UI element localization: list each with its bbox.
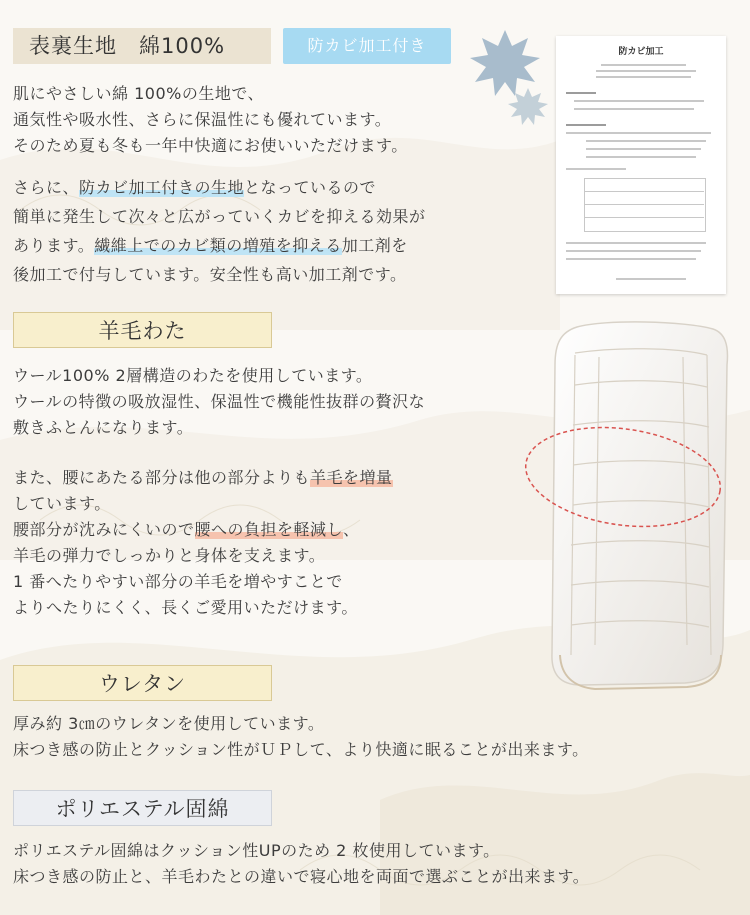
urethane-description: [13, 711, 589, 763]
anti-mold-description: [13, 173, 426, 289]
wool-description: [13, 363, 425, 441]
certificate-title: 防カビ加工: [618, 47, 664, 57]
text-line: しています。: [13, 494, 111, 513]
text-line: 肌にやさしい綿 100%の生地で、: [13, 84, 265, 103]
text-line: 羊毛の弾力でしっかりと身体を支えます。: [13, 546, 326, 565]
text-line: 床つき感の防止と、羊毛わたとの違いで寝心地を両面で選ぶことが出来ます。: [13, 867, 590, 886]
text-line: よりへたりにくく、長くご愛用いただけます。: [13, 598, 358, 617]
text-line: 1 番へたりやすい部分の羊毛を増やすことで: [13, 572, 343, 591]
highlight-text: 腰への負担を軽減し: [194, 520, 344, 539]
text-segment: また、腰にあたる部分は他の部分よりも: [13, 468, 311, 487]
anti-mold-certificate-image: [556, 36, 726, 294]
wool-waist-description: [13, 465, 393, 621]
text-segment: 腰部分が沈みにくいので: [13, 520, 195, 539]
highlight-text: 防カビ加工付きの生地: [79, 178, 245, 197]
text-line: 床つき感の防止とクッション性がＵＰして、より快適に眠ることが出来ます。: [13, 740, 589, 759]
urethane-heading: ウレタン: [13, 665, 272, 701]
futon-mattress-image: [515, 315, 740, 700]
text-line: 通気性や吸水性、さらに保温性にも優れています。: [13, 110, 392, 129]
polyester-heading: ポリエステル固綿: [13, 790, 272, 826]
text-segment: 、: [343, 520, 360, 539]
text-line: 敷きふとんになります。: [13, 418, 194, 437]
wool-heading: 羊毛わた: [13, 312, 272, 348]
text-line: 後加工で付与しています。安全性も高い加工剤です。: [13, 265, 407, 284]
highlight-text: 繊維上でのカビ類の増殖を抑える: [94, 236, 342, 255]
text-segment: 加工剤を: [341, 236, 408, 255]
polyester-description: [13, 838, 589, 890]
text-line: そのため夏も冬も一年中快適にお使いいただけます。: [13, 136, 408, 155]
text-line: [13, 173, 426, 202]
text-line: 簡単に発生して次々と広がっていくカビを抑える効果が: [13, 207, 426, 226]
text-line: ウールの特徴の吸放湿性、保温性で機能性抜群の贅沢な: [13, 392, 426, 411]
text-line: [13, 517, 393, 543]
anti-mold-badge: 防カビ加工付き: [283, 28, 451, 64]
text-segment: さらに、: [13, 178, 80, 197]
text-line: ウール100% 2層構造のわたを使用しています。: [13, 366, 373, 385]
highlight-text: 羊毛を増量: [310, 468, 393, 487]
text-line: 厚み約 3㎝のウレタンを使用しています。: [13, 714, 325, 733]
text-line: ポリエステル固綿はクッション性UPのため 2 枚使用しています。: [13, 841, 500, 860]
text-segment: となっているので: [244, 178, 377, 197]
text-line: [13, 465, 393, 491]
text-segment: あります。: [13, 236, 95, 255]
fabric-heading: 表裏生地 綿100%: [13, 28, 271, 64]
fabric-description: [13, 81, 408, 159]
text-line: [13, 231, 426, 260]
